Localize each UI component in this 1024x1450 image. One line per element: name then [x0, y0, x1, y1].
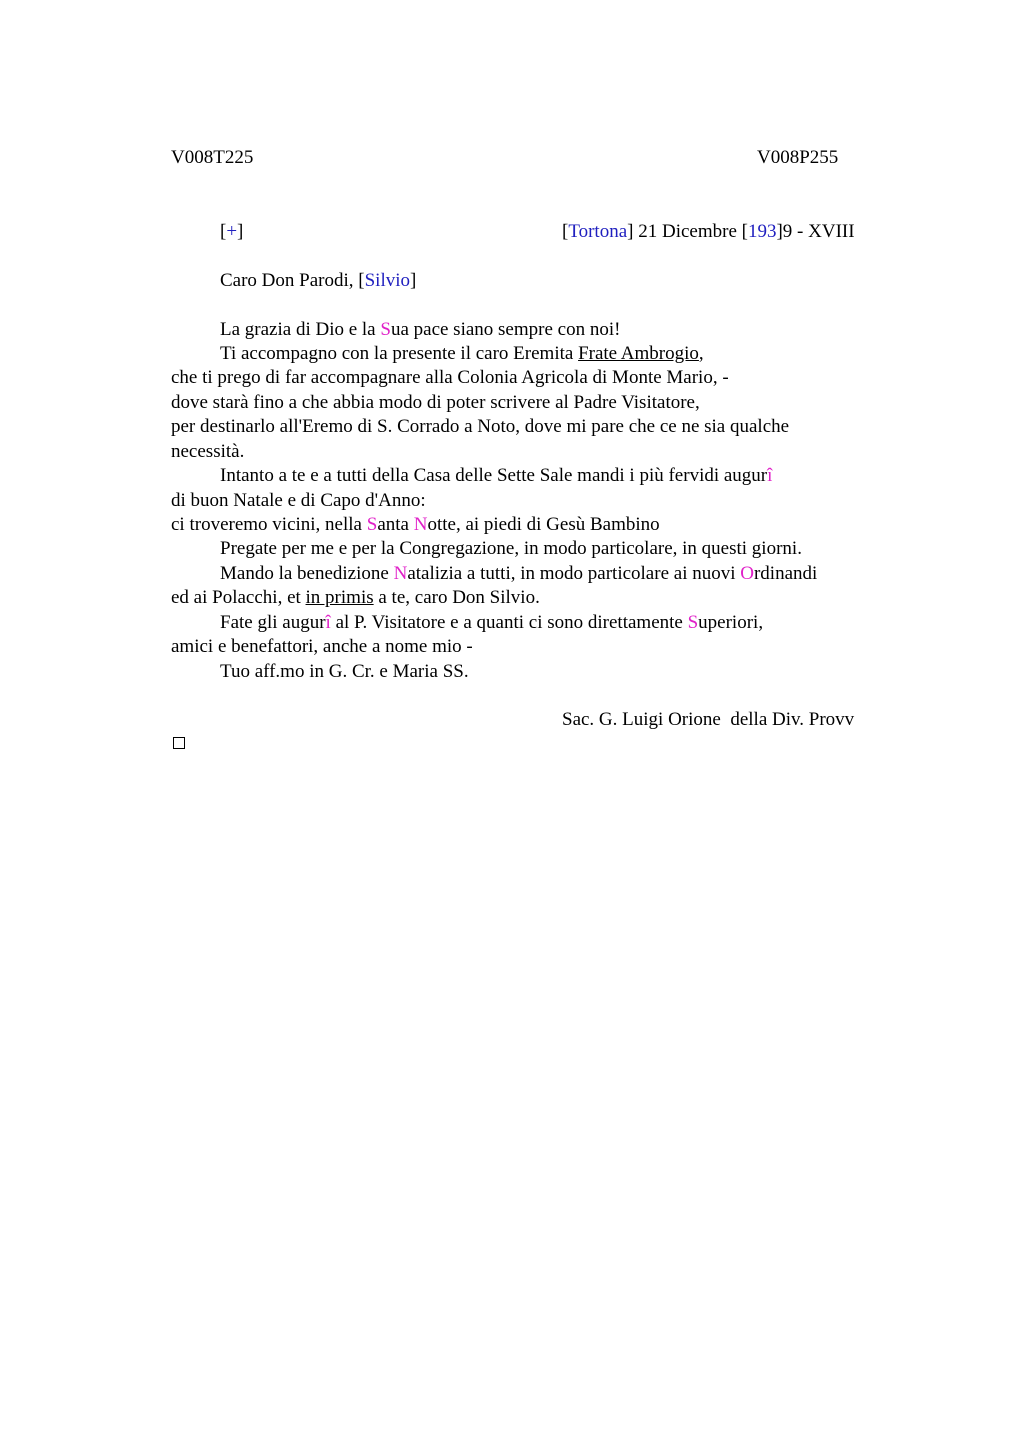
cross-mark: [220, 220, 243, 244]
volume-code-left: V008T225: [171, 147, 254, 168]
text-span: otte, ai piedi di Gesù Bambino: [427, 514, 660, 535]
body-line-10: Pregate per me e per la Congregazione, in modo particolare, in questi giorni.: [220, 538, 802, 559]
body-line-3: che ti prego di far accompagnare alla Colonia Agricola di Monte Mario, -: [171, 367, 729, 388]
text-span: atalizia a tutti, in modo particolare ai nuovi: [407, 563, 741, 584]
bracket-open: [: [220, 221, 227, 242]
body-line-7: [220, 464, 772, 488]
highlight-letter: S: [687, 612, 699, 633]
text-span: ua pace siano sempre con noi!: [390, 319, 621, 340]
underlined-phrase: in primis: [305, 587, 374, 608]
highlight-letter: S: [366, 514, 378, 535]
date-bracket-open: [: [562, 221, 569, 242]
cross-symbol: +: [226, 221, 238, 242]
text-span: ed ai Polacchi, et: [171, 587, 306, 608]
salutation: [220, 269, 416, 293]
date-day-month: ] 21 Dicembre [: [627, 221, 748, 242]
salutation-text: Caro Don Parodi, [: [220, 270, 365, 291]
text-span: Mando la benedizione: [220, 563, 394, 584]
body-line-6: necessità.: [171, 441, 245, 462]
body-line-8: di buon Natale e di Capo d'Anno:: [171, 490, 426, 511]
highlight-letter: N: [413, 514, 428, 535]
body-line-11: [220, 562, 817, 586]
body-line-1: [220, 318, 620, 342]
date-place: Tortona: [568, 221, 628, 242]
highlight-letter: N: [393, 563, 408, 584]
text-span: al P. Visitatore e a quanti ci sono direttamente: [330, 612, 688, 633]
text-span: ,: [698, 343, 704, 364]
text-span: Ti accompagno con la presente il caro Eremita: [220, 343, 579, 364]
bracket-close: ]: [237, 221, 244, 242]
checkbox-square-icon: [173, 737, 185, 749]
signature: Sac. G. Luigi Orione della Div. Provv: [562, 709, 855, 730]
underlined-name: Frate Ambrogio: [578, 343, 699, 364]
highlight-letter: O: [740, 563, 754, 584]
body-line-12: [171, 586, 540, 610]
text-span: anta: [377, 514, 414, 535]
highlight-letter: î: [325, 612, 331, 633]
date-year-part: 193: [747, 221, 777, 242]
salutation-close: ]: [410, 270, 417, 291]
date-end: ]9 - XVIII: [776, 221, 855, 242]
letter-date: [562, 220, 855, 244]
highlight-letter: î: [767, 465, 773, 486]
body-line-4: dove starà fino a che abbia modo di poter scrivere al Padre Visitatore,: [171, 392, 700, 413]
volume-code-right: V008P255: [757, 147, 839, 168]
body-line-15: Tuo aff.mo in G. Cr. e Maria SS.: [220, 661, 469, 682]
text-span: a te, caro Don Silvio.: [373, 587, 540, 608]
text-span: La grazia di Dio e la: [220, 319, 381, 340]
body-line-2: [220, 342, 704, 366]
text-span: Intanto a te e a tutti della Casa delle Sette Sale mandi i più fervidi augur: [220, 465, 768, 486]
body-line-9: [171, 513, 660, 537]
salutation-name: Silvio: [364, 270, 410, 291]
body-line-14: amici e benefattori, anche a nome mio -: [171, 636, 473, 657]
body-line-5: per destinarlo all'Eremo di S. Corrado a Noto, dove mi pare che ce ne sia qualche: [171, 416, 790, 437]
text-span: rdinandi: [753, 563, 818, 584]
body-line-13: [220, 611, 763, 635]
text-span: Fate gli augur: [220, 612, 326, 633]
text-span: uperiori,: [698, 612, 764, 633]
text-span: ci troveremo vicini, nella: [171, 514, 367, 535]
highlight-letter: S: [380, 319, 391, 340]
